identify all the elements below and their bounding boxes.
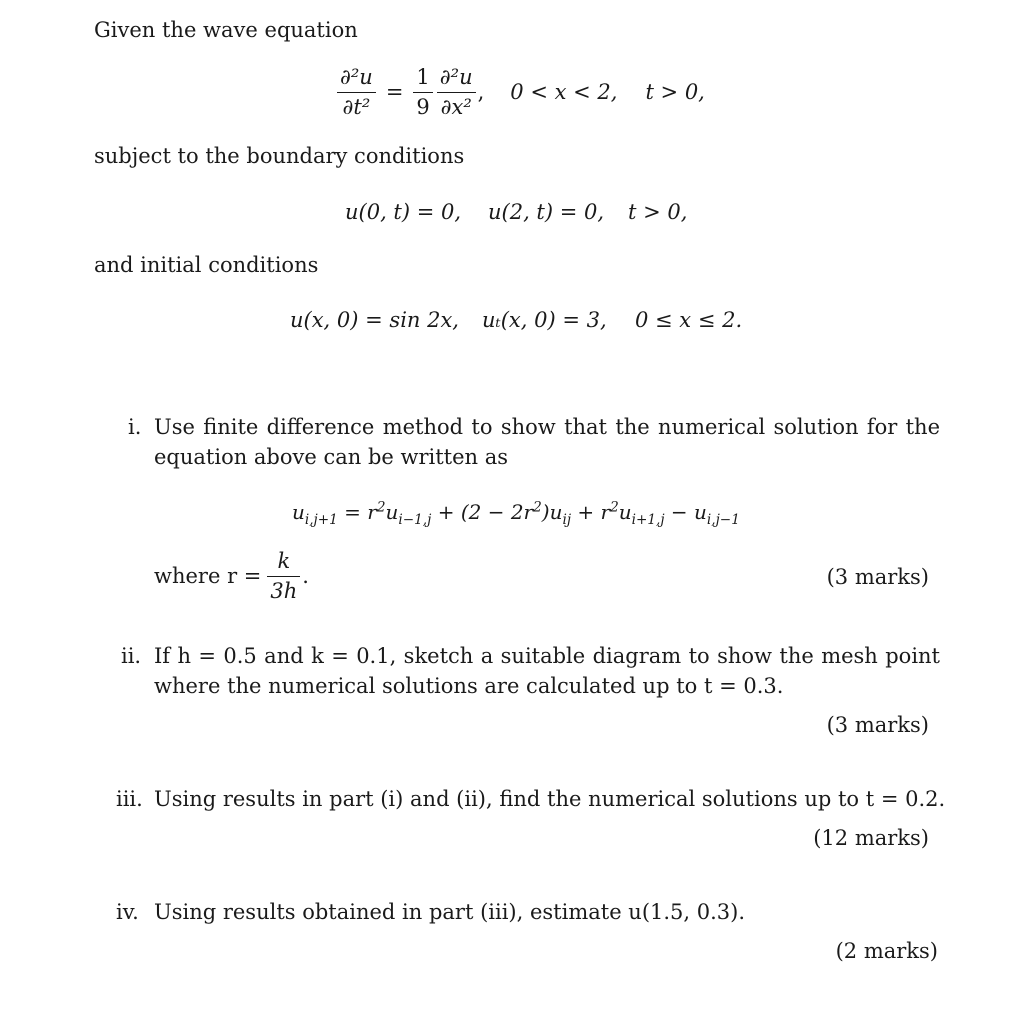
pde-domain: 0 < x < 2,	[510, 80, 618, 105]
q1-label: i.	[128, 415, 142, 439]
q1-marks: (3 marks)	[826, 565, 929, 589]
ic-intro: and initial conditions	[94, 253, 319, 277]
r-numerator: k	[267, 550, 300, 577]
bc-1: u(0, t) = 0,	[345, 200, 462, 224]
coef-denominator: 9	[416, 95, 430, 120]
bc-2: u(2, t) = 0,	[488, 200, 605, 224]
r-fraction	[267, 550, 300, 603]
lhs-denominator: ∂t²	[342, 95, 371, 120]
coef-fraction	[413, 66, 432, 119]
intro-text: Given the wave equation	[94, 18, 358, 42]
rhs-numerator: ∂²u	[437, 66, 476, 93]
q4-label: iv.	[116, 900, 139, 924]
q3-marks: (12 marks)	[813, 826, 929, 850]
q3-label: iii.	[116, 787, 143, 811]
pde-time: t > 0,	[645, 80, 705, 105]
q2-label: ii.	[121, 644, 142, 668]
wave-equation: $\frac{\text{∂²u}}{\text{∂t²}}$ = $\frac{1}{9}$ $\frac{\text{∂²u}}{\text{∂x²}}$ , 0 < x < 2, t > 0,	[335, 66, 705, 119]
q1-text-line1: Use finite difference method to show that the numerical solution for the	[154, 415, 940, 439]
q1-where-text: where r =	[154, 564, 262, 589]
q4-marks: (2 marks)	[835, 939, 938, 963]
lhs-numerator: ∂²u	[337, 66, 376, 93]
q1-formula: $u_{i,j+1} = r^2u_{i-1,j} + (2 - 2r^2)u_{ij} + r^2u_{i+1,j} - u_{i,j-1}$	[292, 499, 740, 528]
coef-numerator: 1	[413, 66, 432, 93]
q2-marks: (3 marks)	[826, 713, 929, 737]
q2-text-line2: where the numerical solutions are calculated up to t = 0.3.	[154, 674, 784, 698]
ic-1: u(x, 0) = sin 2x,	[290, 308, 459, 332]
q1-text-line2: equation above can be written as	[154, 445, 509, 469]
equals-sign: =	[385, 80, 404, 105]
ic-3: 0 ≤ x ≤ 2.	[635, 308, 743, 332]
lhs-fraction	[337, 66, 376, 119]
q1-where: where r = $\frac{k}{3h}$ .	[154, 549, 309, 604]
q4-text-line1: Using results obtained in part (iii), estimate u(1.5, 0.3).	[154, 900, 746, 924]
r-denominator: 3h	[270, 579, 298, 604]
bc-3: t > 0,	[628, 200, 688, 224]
bc-intro: subject to the boundary conditions	[94, 144, 465, 168]
q2-text-line1: If h = 0.5 and k = 0.1, sketch a suitable diagram to show the mesh point	[154, 644, 940, 668]
ic-2: uₜ(x, 0) = 3,	[482, 308, 607, 332]
q3-text-line1: Using results in part (i) and (ii), find the numerical solutions up to t = 0.2.	[154, 787, 946, 811]
rhs-denominator: ∂x²	[440, 95, 472, 120]
rhs-fraction	[437, 66, 476, 119]
